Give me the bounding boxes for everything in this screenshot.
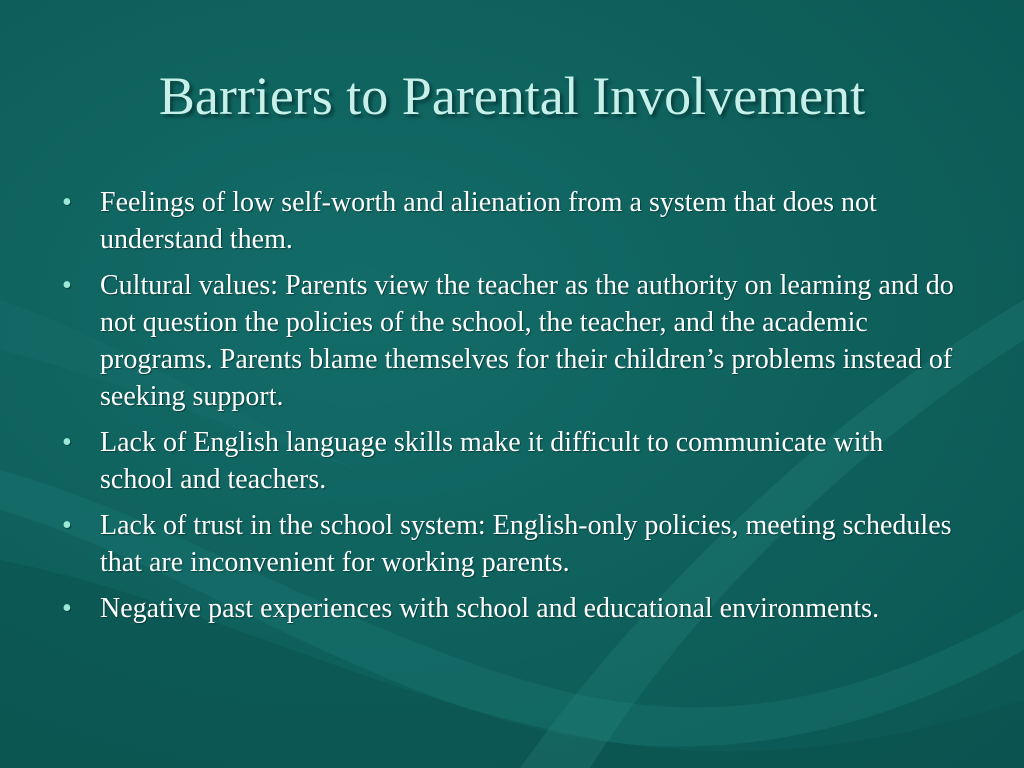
bullet-icon: • xyxy=(62,510,72,541)
bullet-list xyxy=(58,184,958,636)
bullet-text: Lack of English language skills make it difficult to communicate with school and teachers. xyxy=(100,427,884,495)
bullet-icon: • xyxy=(62,427,72,458)
bullet-icon: • xyxy=(62,187,72,218)
bullet-text: Lack of trust in the school system: English-only policies, meeting schedules that are inconvenient for working parents. xyxy=(100,510,952,578)
bullet-text: Negative past experiences with school and educational environments. xyxy=(100,593,880,624)
bullet-item xyxy=(58,184,958,258)
bullet-item xyxy=(58,267,958,415)
bullet-item xyxy=(58,507,958,581)
bullet-item xyxy=(58,424,958,498)
slide-title: Barriers to Parental Involvement xyxy=(158,66,866,126)
bullet-icon: • xyxy=(62,270,72,301)
bullet-text: Feelings of low self-worth and alienation from a system that does not understand them. xyxy=(100,187,877,255)
bullet-text: Cultural values: Parents view the teacher as the authority on learning and do not question the policies of the school, the teacher, and the academic programs. Parents blame themselves for their children’s problems instead of seeking support. xyxy=(100,270,954,412)
bullet-item xyxy=(58,590,958,627)
bullet-icon: • xyxy=(62,593,72,624)
